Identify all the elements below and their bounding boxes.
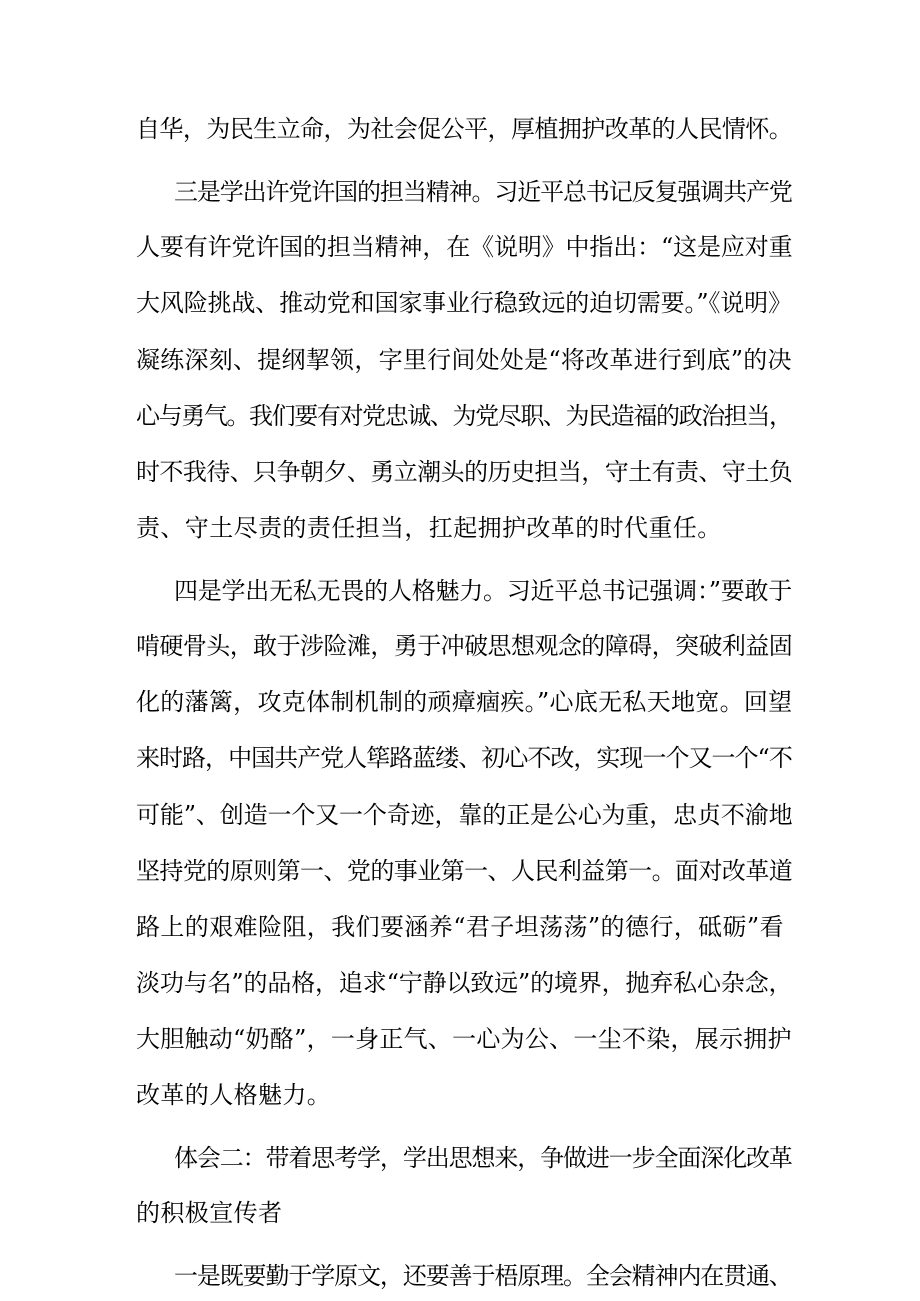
text-line: 大胆触动“奶酪”，一身正气、一心为公、一尘不染，展示拥护 [136,1025,792,1053]
text-line: 啃硬骨头，敢于涉险滩，勇于冲破思想观念的障碍，突破利益固 [136,632,793,660]
text-line: 责、守土尽责的责任担当，扛起拥护改革的时代重任。 [136,514,722,542]
text-line: 三是学出许党许国的担当精神。习近平总书记反复强调共产党 [174,178,792,206]
text-line: 大风险挑战、推动党和国家事业行稳致远的迫切需要。”《说明》 [136,289,792,317]
text-line: 心与勇气。我们要有对党忠诚、为党尽职、为民造福的政治担当， [136,402,792,430]
text-line: 改革的人格魅力。 [136,1081,332,1109]
text-line: 自华，为民生立命，为社会促公平，厚植拥护改革的人民情怀。 [136,115,793,143]
text-line: 化的藩篱，攻克体制机制的顽瘴痼疾。”心底无私天地宽。回望 [136,688,793,716]
text-line: 坚持党的原则第一、党的事业第一、人民利益第一。面对改革道 [136,857,793,885]
text-line: 人要有许党许国的担当精神，在《说明》中指出：“这是应对重 [136,233,793,261]
text-line: 一是既要勤于学原文，还要善于梧原理。全会精神内在贯通、 [174,1262,792,1290]
text-line: 时不我待、只争朝夕、勇立潮头的历史担当，守土有责、守土负 [136,458,793,486]
text-line: 四是学出无私无畏的人格魅力。习近平总书记强调：”要敢于 [174,577,793,605]
text-line: 的积极宣传者 [136,1199,283,1227]
text-line: 来时路，中国共产党人筚路蓝缕、初心不改，实现一个又一个“不 [136,744,792,772]
text-line: 路上的艰难险阻，我们要涵养“君子坦荡荡”的德行，砥砺”看 [136,913,785,941]
text-line: 体会二：带着思考学，学出思想来，争做进一步全面深化改革 [174,1144,792,1172]
text-line: 淡功与名”的品格，追求“宁静以致远”的境界，抛弃私心杂念， [136,969,793,997]
text-line: 可能”、创造一个又一个奇迹，靠的正是公心为重，忠贞不渝地 [136,801,793,829]
text-line: 凝练深刻、提纲挈领，字里行间处处是“将改革进行到底”的决 [136,346,792,374]
